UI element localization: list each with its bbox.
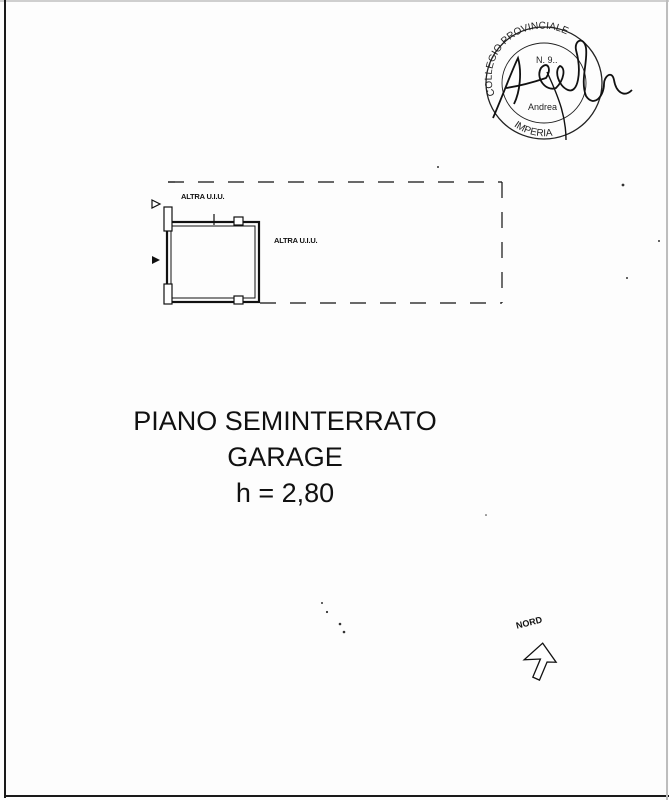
stamp-ring-bottom: IMPERIA xyxy=(511,119,553,140)
stamp-number: N. 9.. xyxy=(536,55,558,65)
north-arrow-icon xyxy=(518,640,562,684)
stamp-name: Andrea xyxy=(528,102,558,112)
north-label: NORD xyxy=(515,614,544,631)
label-other-unit-upper: ALTRA U.I.U. xyxy=(181,192,225,201)
label-other-unit-right: ALTRA U.I.U. xyxy=(274,236,318,245)
plan-title-room: GARAGE xyxy=(227,442,343,472)
signature-stroke xyxy=(493,41,632,118)
entrance-arrow-outline xyxy=(152,200,160,208)
plan-title-floor: PIANO SEMINTERRATO xyxy=(133,406,437,436)
stamp-ring-top: COLLEGIO PROVINCIALE xyxy=(483,20,570,98)
professional-stamp-seal xyxy=(484,21,632,140)
plan-title-block xyxy=(115,403,455,511)
garage-room-walls xyxy=(167,222,259,302)
plan-title-height: h = 2,80 xyxy=(235,478,335,508)
entrance-arrow-filled xyxy=(152,256,160,264)
scan-specks xyxy=(321,166,660,633)
